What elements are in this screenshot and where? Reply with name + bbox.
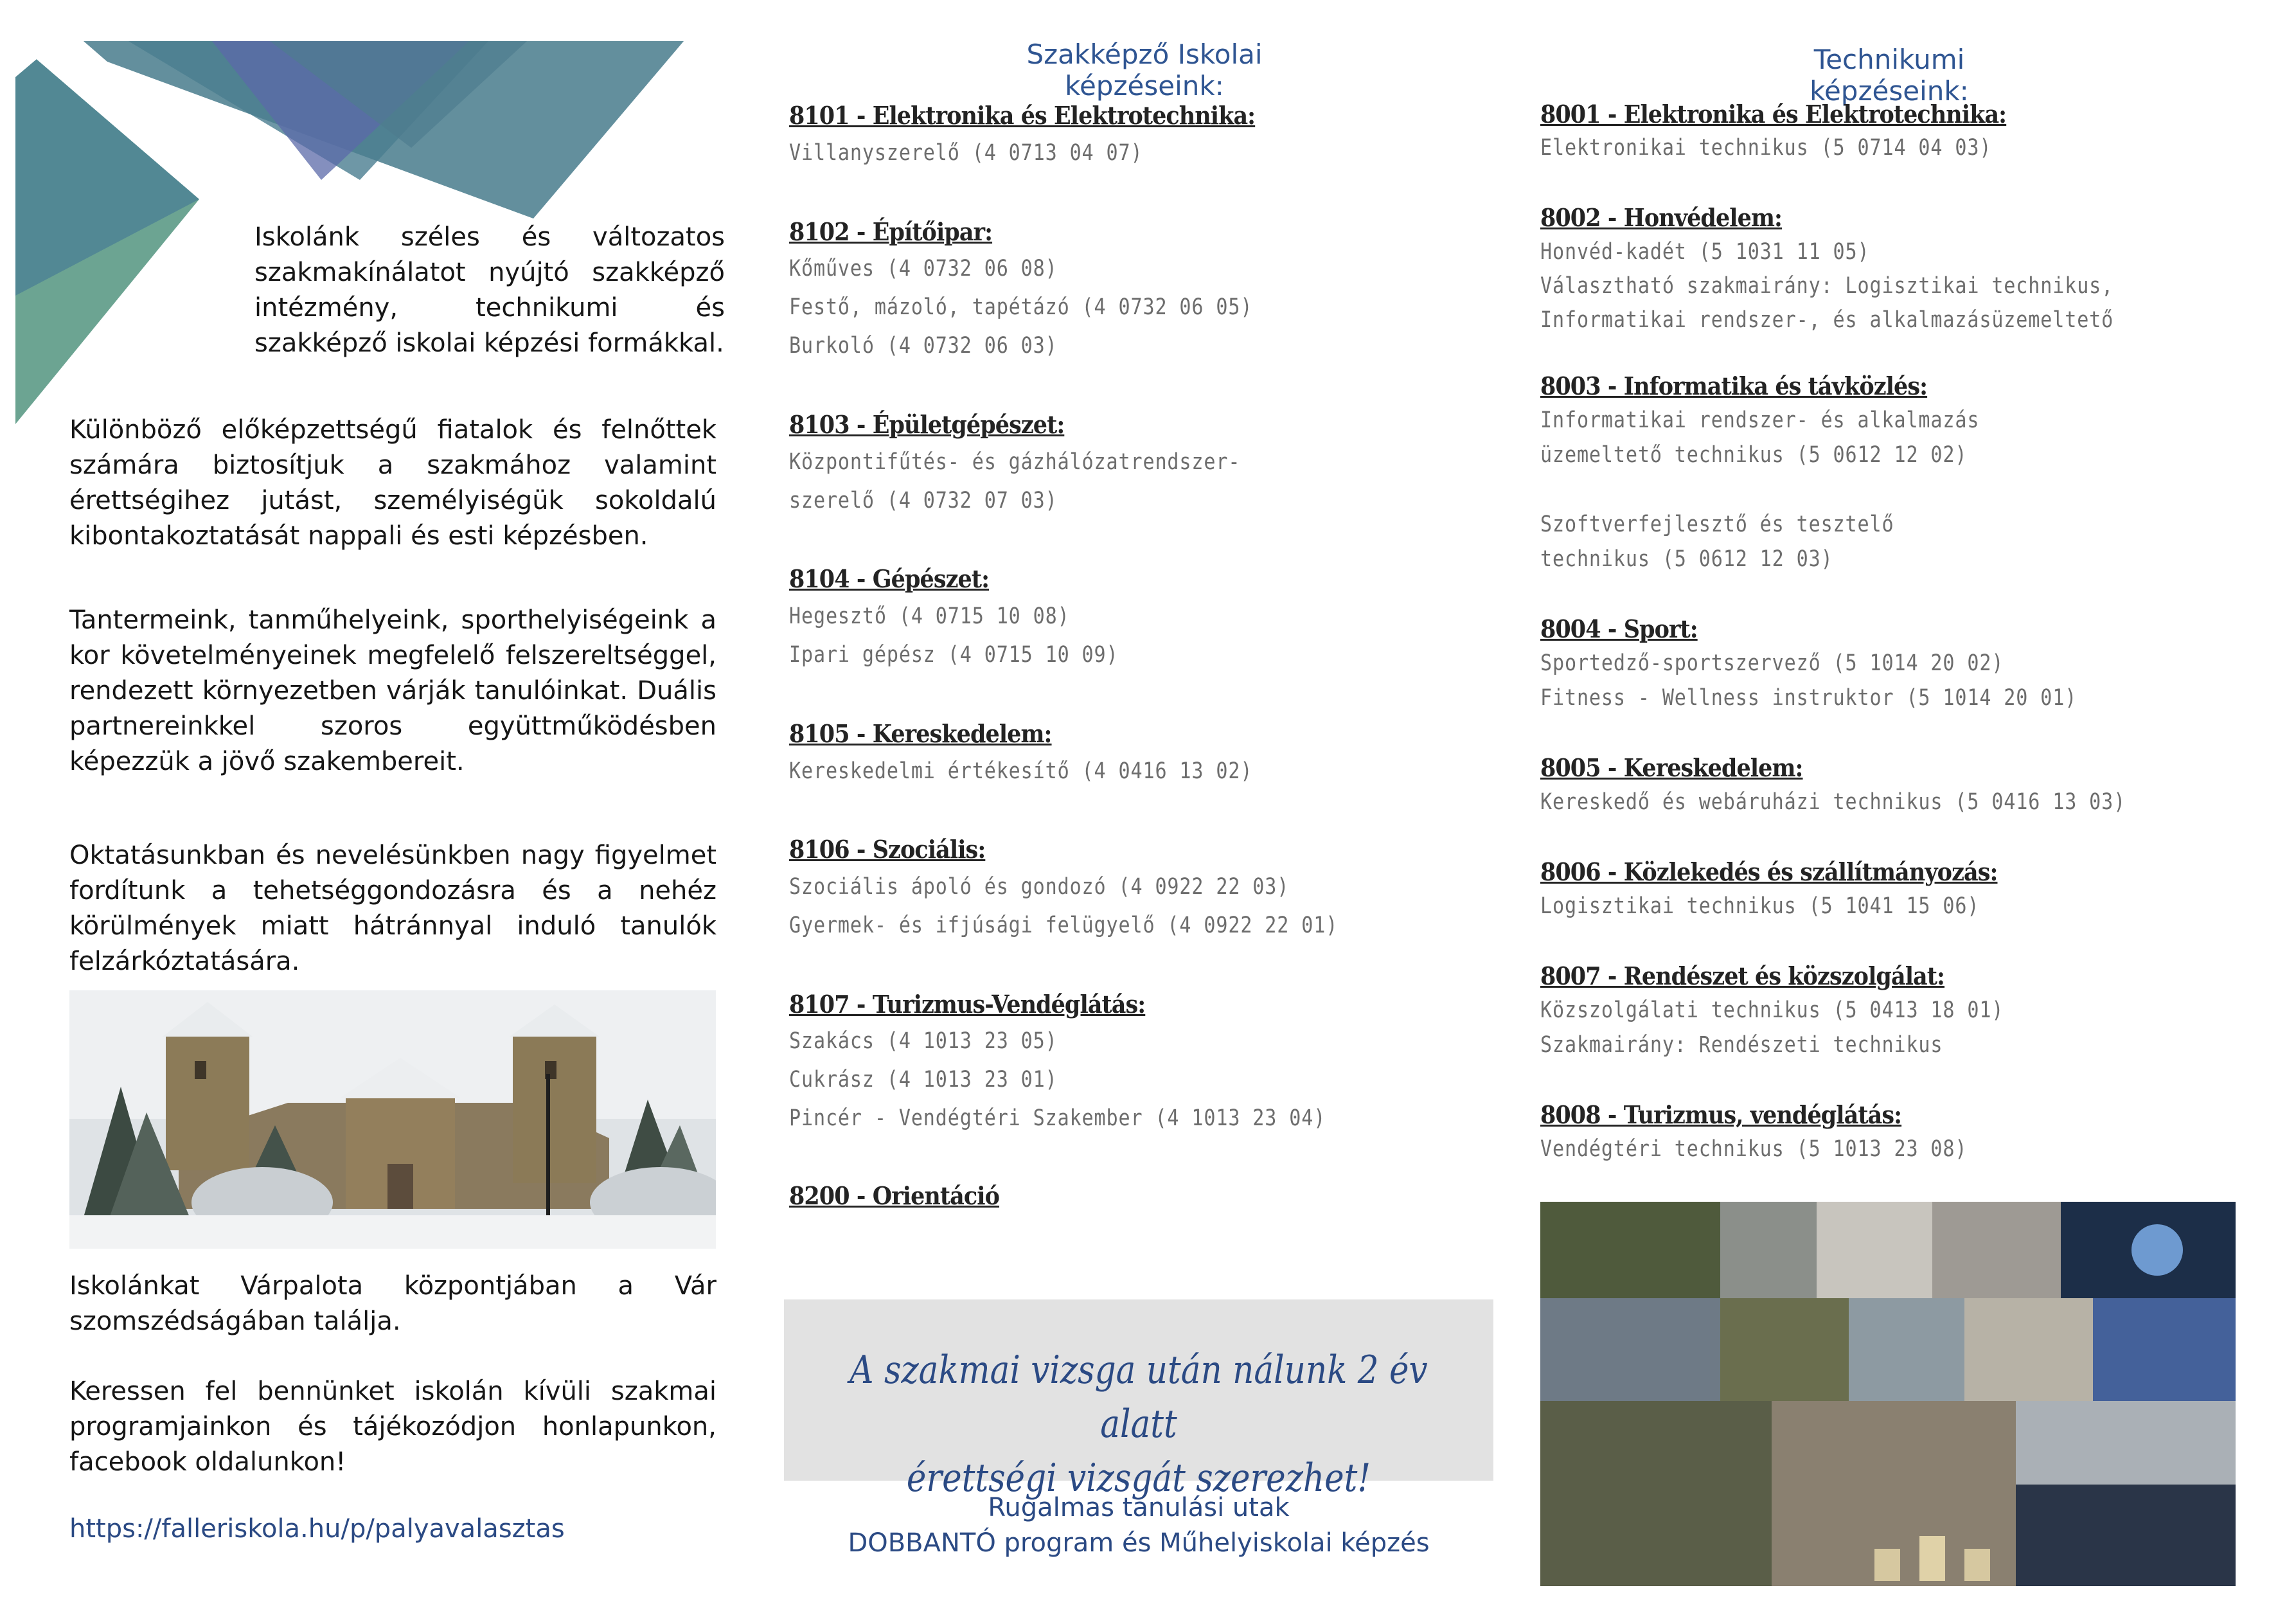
program-8003-item-2: üzemeltető technikus (5 0612 12 02) xyxy=(1540,442,1968,468)
program-8107-title: 8107 - Turizmus-Vendéglátás: xyxy=(789,990,1146,1019)
program-8002-title: 8002 - Honvédelem: xyxy=(1540,203,1783,232)
program-8103-item-2: szerelő (4 0732 07 03) xyxy=(789,488,1058,513)
program-8106-item-2: Gyermek- és ifjúsági felügyelő (4 0922 22 01) xyxy=(789,913,1339,938)
dobbanto-program-text: DOBBANTÓ program és Műhelyiskolai képzés xyxy=(848,1528,1430,1558)
program-8106-title: 8106 - Szociális: xyxy=(789,835,986,864)
banner-line-2: érettségi vizsgát szerezhet! xyxy=(906,1456,1371,1501)
program-8003-item-5: technikus (5 0612 12 03) xyxy=(1540,546,1833,572)
program-8003-item-4: Szoftverfejlesztő és tesztelő xyxy=(1540,512,1894,537)
program-8101-item-1: Villanyszerelő (4 0713 04 07) xyxy=(789,140,1143,166)
program-8005-item-1: Kereskedő és webáruházi technikus (5 0416 13 03) xyxy=(1540,789,2126,815)
program-8004-title: 8004 - Sport: xyxy=(1540,614,1698,643)
program-8008-title: 8008 - Turizmus, vendéglátás: xyxy=(1540,1100,1902,1129)
program-8003-title: 8003 - Informatika és távközlés: xyxy=(1540,371,1928,400)
program-8200-title: 8200 - Orientáció xyxy=(789,1181,1000,1210)
program-8107-item-2: Cukrász (4 1013 23 01) xyxy=(789,1067,1058,1093)
paragraph-facilities: Tantermeink, tanműhelyeink, sporthelyiségeink a kor követelményeinek megfelelő felszereltséggel, rendezett környezetben várják tanulóinkat. Duális partnereinkkel szoros együttműködésben képezzük a jövő szakembereit. xyxy=(69,605,716,776)
program-8007-title: 8007 - Rendészet és közszolgálat: xyxy=(1540,961,1945,990)
program-8105-item-1: Kereskedelmi értékesítő (4 0416 13 02) xyxy=(789,758,1253,784)
program-8102-title: 8102 - Építőipar: xyxy=(789,217,993,246)
program-8004-item-2: Fitness - Wellness instruktor (5 1014 20 01) xyxy=(1540,685,2078,711)
program-8001-item-1: Elektronikai technikus (5 0714 04 03) xyxy=(1540,135,1992,161)
program-8006-title: 8006 - Közlekedés és szállítmányozás: xyxy=(1540,857,1998,886)
technical-programs-heading: Technikumi képzéseink: xyxy=(1810,44,1969,107)
program-8101-title: 8101 - Elektronika és Elektrotechnika: xyxy=(789,101,1256,130)
paragraph-location: Iskolánkat Várpalota központjában a Vár szomszédságában találja. xyxy=(69,1271,716,1336)
intro-text: Iskolánk széles és változatos szakmakínálatot nyújtó szakképző intézmény, technikumi és szakképző iskolai képzési formákkal. xyxy=(254,222,725,358)
program-8104-title: 8104 - Gépészet: xyxy=(789,564,990,593)
paragraph-education: Különböző előképzettségű fiatalok és felnőttek számára biztosítjuk a szakmához valamint érettségihez jutást, személyiségük sokoldalú kibontakoztatását nappali és esti képzésben. xyxy=(69,415,716,551)
program-8007-item-1: Közszolgálati technikus (5 0413 18 01) xyxy=(1540,997,2004,1023)
flexible-paths-text: Rugalmas tanulási utak xyxy=(988,1493,1290,1522)
program-8003-item-1: Informatikai rendszer- és alkalmazás xyxy=(1540,407,1980,433)
program-8008-item-1: Vendégtéri technikus (5 1013 23 08) xyxy=(1540,1136,1968,1162)
program-8104-item-2: Ipari gépész (4 0715 10 09) xyxy=(789,642,1119,668)
program-8001-title: 8001 - Elektronika és Elektrotechnika: xyxy=(1540,100,2007,129)
program-8002-item-1: Honvéd-kadét (5 1031 11 05) xyxy=(1540,239,1870,265)
program-8107-item-3: Pincér - Vendégtéri Szakember (4 1013 23 04) xyxy=(789,1105,1326,1131)
program-8004-item-1: Sportedző-sportszervező (5 1014 20 02) xyxy=(1540,650,2004,676)
program-8104-item-1: Hegesztő (4 0715 10 08) xyxy=(789,603,1070,629)
program-8102-item-3: Burkoló (4 0732 06 03) xyxy=(789,333,1058,359)
paragraph-invite: Keressen fel bennünket iskolán kívüli szakmai programjainkon és tájékozódjon honlapunkon, facebook oldalunkon! xyxy=(69,1377,716,1477)
banner-line-1: A szakmai vizsga után nálunk 2 év alatt xyxy=(850,1348,1428,1447)
photo-collage xyxy=(1540,1202,2236,1586)
program-8105-title: 8105 - Kereskedelem: xyxy=(789,719,1052,748)
website-link[interactable]: https://falleriskola.hu/p/palyavalasztas xyxy=(69,1514,565,1544)
program-8002-item-3: Informatikai rendszer-, és alkalmazásüzemeltető xyxy=(1540,307,2114,333)
program-8005-title: 8005 - Kereskedelem: xyxy=(1540,753,1803,782)
program-8102-item-1: Kőműves (4 0732 06 08) xyxy=(789,256,1058,281)
program-8007-item-2: Szakmairány: Rendészeti technikus xyxy=(1540,1032,1943,1058)
paragraph-talent: Oktatásunkban és nevelésünkben nagy figyelmet fordítunk a tehetséggondozásra és a nehéz körülmények miatt hátránnyal induló tanulók felzárkóztatására. xyxy=(69,841,716,976)
program-8102-item-2: Festő, mázoló, tapétázó (4 0732 06 05) xyxy=(789,294,1253,320)
vocational-programs-heading: Szakképző Iskolai képzéseink: xyxy=(1026,39,1263,102)
program-8103-item-1: Központifűtés- és gázhálózatrendszer- xyxy=(789,449,1241,475)
program-8106-item-1: Szociális ápoló és gondozó (4 0922 22 03) xyxy=(789,874,1290,900)
castle-photo xyxy=(69,990,716,1249)
program-8103-title: 8103 - Épületgépészet: xyxy=(789,410,1065,439)
program-8006-item-1: Logisztikai technikus (5 1041 15 06) xyxy=(1540,893,1980,919)
maturity-banner xyxy=(784,1299,1493,1501)
program-8002-item-2: Választható szakmairány: Logisztikai technikus, xyxy=(1540,273,2114,299)
program-8107-item-1: Szakács (4 1013 23 05) xyxy=(789,1028,1058,1054)
